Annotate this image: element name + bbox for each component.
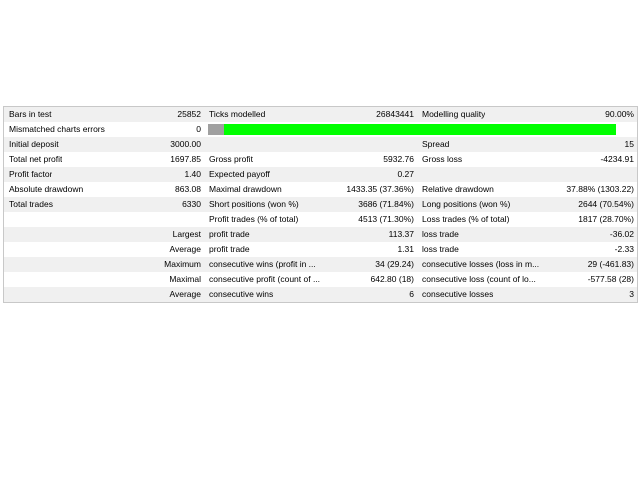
maximal-consecutive-profit-label: consecutive profit (count of ... xyxy=(209,274,321,284)
long-positions-label: Long positions (won %) xyxy=(422,199,511,209)
largest-label: Largest xyxy=(172,229,201,239)
total-trades-value: 6330 xyxy=(182,199,201,209)
average-profit-trade-label: profit trade xyxy=(209,244,250,254)
profit-factor-label: Profit factor xyxy=(9,169,53,179)
largest-profit-trade-label: profit trade xyxy=(209,229,250,239)
profit-trades-value: 4513 (71.30%) xyxy=(358,214,414,224)
maximal-consecutive-profit-value: 642.80 (18) xyxy=(370,274,414,284)
short-positions-label: Short positions (won %) xyxy=(209,199,299,209)
short-positions-value: 3686 (71.84%) xyxy=(358,199,414,209)
report-row-profit-loss-trades xyxy=(4,212,637,227)
maximal-consecutive-loss-value: -577.58 (28) xyxy=(587,274,634,284)
report-row-average-consecutive xyxy=(4,287,637,302)
profit-factor-value: 1.40 xyxy=(184,169,201,179)
initial-deposit-label: Initial deposit xyxy=(9,139,59,149)
maximal-drawdown-value: 1433.35 (37.36%) xyxy=(346,184,414,194)
largest-loss-trade-value: -36.02 xyxy=(609,229,634,239)
relative-drawdown-label: Relative drawdown xyxy=(422,184,494,194)
report-row-average xyxy=(4,242,637,257)
maximal-consecutive-loss-label: consecutive loss (count of lo... xyxy=(422,274,536,284)
maximum-label: Maximum xyxy=(164,259,201,269)
spread-value: 15 xyxy=(624,139,634,149)
report-row-deposit xyxy=(4,137,637,152)
report-row-largest xyxy=(4,227,637,242)
avg-consecutive-wins-value: 6 xyxy=(409,289,414,299)
absolute-drawdown-label: Absolute drawdown xyxy=(9,184,84,194)
max-consecutive-losses-value: 29 (-461.83) xyxy=(587,259,634,269)
profit-trades-label: Profit trades (% of total) xyxy=(209,214,299,224)
report-row-profit-factor xyxy=(4,167,637,182)
loss-trades-label: Loss trades (% of total) xyxy=(422,214,510,224)
total-trades-label: Total trades xyxy=(9,199,53,209)
report-row-maximum xyxy=(4,257,637,272)
mismatched-errors-label: Mismatched charts errors xyxy=(9,124,105,134)
max-consecutive-losses-label: consecutive losses (loss in m... xyxy=(422,259,540,269)
average-loss-trade-value: -2.33 xyxy=(614,244,634,254)
largest-profit-trade-value: 113.37 xyxy=(388,229,414,239)
bars-in-test-value: 25852 xyxy=(177,109,201,119)
report-row-mismatched xyxy=(4,122,637,137)
empty-cell xyxy=(634,167,637,182)
absolute-drawdown-value: 863.08 xyxy=(175,184,201,194)
avg-consecutive-losses-value: 3 xyxy=(629,289,634,299)
gross-loss-label: Gross loss xyxy=(422,154,463,164)
largest-loss-trade-label: loss trade xyxy=(422,229,459,239)
ticks-modelled-value: 26843441 xyxy=(376,109,414,119)
max-consecutive-wins-value: 34 (29.24) xyxy=(375,259,414,269)
report-row-drawdown xyxy=(4,182,637,197)
maximal-drawdown-label: Maximal drawdown xyxy=(209,184,282,194)
quality-bar-mismatch-segment xyxy=(208,124,224,135)
report-row-net-profit xyxy=(4,152,637,167)
strategy-tester-report xyxy=(3,106,638,303)
modelling-quality-bar xyxy=(204,122,617,137)
average-consecutive-label: Average xyxy=(169,289,201,299)
report-row-maximal xyxy=(4,272,637,287)
gross-profit-value: 5932.76 xyxy=(383,154,414,164)
report-row-total-trades xyxy=(4,197,637,212)
long-positions-value: 2644 (70.54%) xyxy=(578,199,634,209)
ticks-modelled-label: Ticks modelled xyxy=(209,109,266,119)
gross-profit-label: Gross profit xyxy=(209,154,253,164)
maximal-label: Maximal xyxy=(169,274,201,284)
initial-deposit-value: 3000.00 xyxy=(170,139,201,149)
report-row-bars xyxy=(4,107,637,122)
loss-trades-value: 1817 (28.70%) xyxy=(578,214,634,224)
gross-loss-value: -4234.91 xyxy=(600,154,634,164)
average-label: Average xyxy=(169,244,201,254)
avg-consecutive-wins-label: consecutive wins xyxy=(209,289,274,299)
expected-payoff-value: 0.27 xyxy=(397,169,414,179)
modelling-quality-label: Modelling quality xyxy=(422,109,486,119)
expected-payoff-label: Expected payoff xyxy=(209,169,270,179)
total-net-profit-label: Total net profit xyxy=(9,154,63,164)
relative-drawdown-value: 37.88% (1303.22) xyxy=(566,184,634,194)
bars-in-test-label: Bars in test xyxy=(9,109,52,119)
spread-label: Spread xyxy=(422,139,450,149)
modelling-quality-value: 90.00% xyxy=(605,109,634,119)
total-net-profit-value: 1697.85 xyxy=(170,154,201,164)
average-profit-trade-value: 1.31 xyxy=(397,244,414,254)
avg-consecutive-losses-label: consecutive losses xyxy=(422,289,494,299)
max-consecutive-wins-label: consecutive wins (profit in ... xyxy=(209,259,316,269)
average-loss-trade-label: loss trade xyxy=(422,244,459,254)
quality-bar-fill xyxy=(224,124,616,135)
mismatched-errors-value: 0 xyxy=(196,124,201,134)
